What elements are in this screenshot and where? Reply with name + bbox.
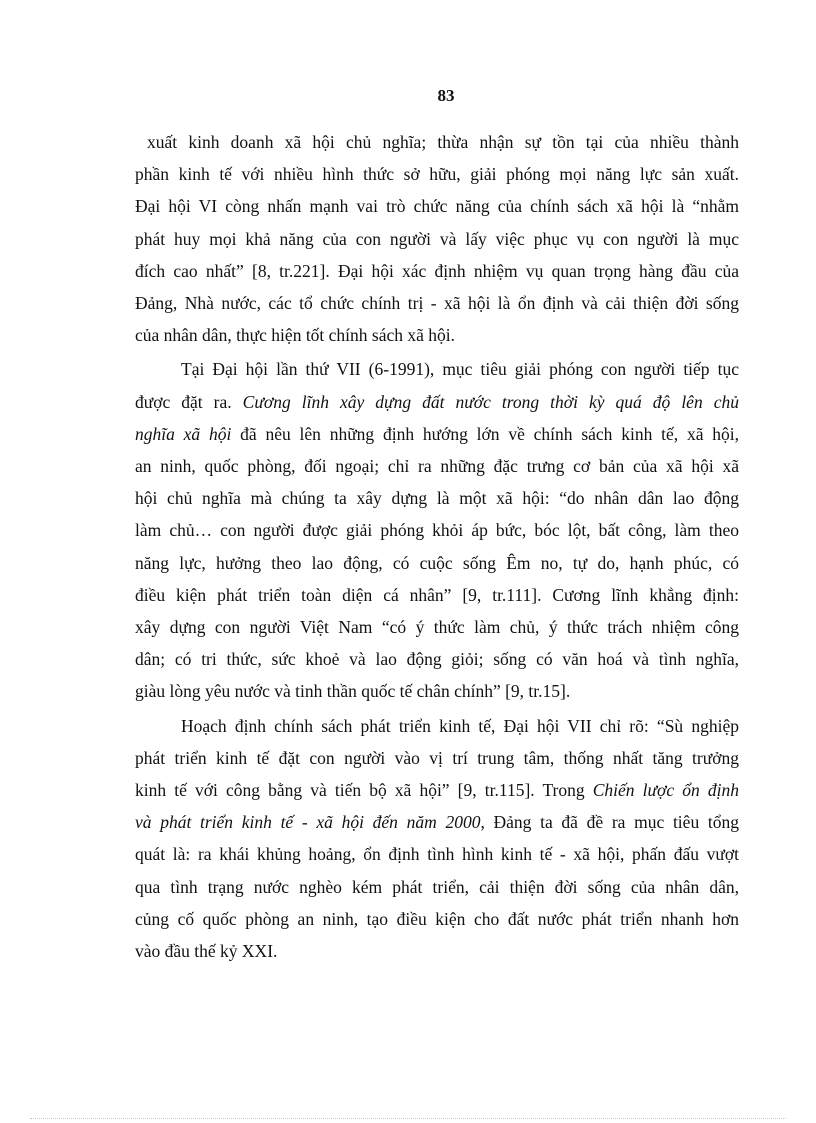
text-line: của nhân dân, thực hiện tốt chính sách xã hội. bbox=[135, 325, 456, 346]
paragraph-3 bbox=[135, 710, 739, 968]
text-line: phát huy mọi khả năng của con người và lấy việc phục vụ con người là mục bbox=[135, 228, 739, 249]
text-run: được đặt ra. bbox=[135, 391, 243, 412]
text-line: qua tình trạng nước nghèo kém phát triển, cải thiện đời sống của nhân dân, bbox=[135, 876, 739, 897]
document-title-italic: nghĩa xã hội bbox=[135, 423, 232, 444]
text-line: làm chủ… con người được giải phóng khỏi áp bức, bóc lột, bất công, làm theo bbox=[135, 520, 739, 541]
text-line: Hoạch định chính sách phát triển kinh tế, Đại hội VII chỉ rõ: “Sù nghiệp bbox=[181, 715, 739, 736]
document-title-italic: Chiến lược ổn định bbox=[592, 780, 739, 801]
body-text bbox=[135, 126, 739, 967]
text-line: đích cao nhất” [8, tr.221]. Đại hội xác định nhiệm vụ quan trọng hàng đầu của bbox=[135, 260, 739, 281]
text-line: Đảng, Nhà nước, các tổ chức chính trị - xã hội là ổn định và cải thiện đời sống bbox=[135, 293, 739, 314]
text-line: năng lực, hưởng theo lao động, có cuộc sống Êm no, tự do, hạnh phúc, có bbox=[135, 552, 739, 573]
text-line: an ninh, quốc phòng, đối ngoại; chỉ ra những đặc trưng cơ bản của xã hội xã bbox=[135, 456, 739, 477]
paragraph-2 bbox=[135, 353, 739, 707]
text-line: xuất kinh doanh xã hội chủ nghĩa; thừa nhận sự tồn tại của nhiều thành bbox=[147, 132, 739, 152]
paragraph-1 bbox=[135, 126, 739, 351]
text-line: dân; có tri thức, sức khoẻ và lao động giỏi; sống có văn hoá và tình nghĩa, bbox=[135, 649, 739, 670]
text-line: phát triển kinh tế đặt con người vào vị trí trung tâm, thống nhất tăng trưởng bbox=[135, 747, 739, 768]
text-run: đã nêu lên những định hướng lớn về chính sách kinh tế, xã hội, bbox=[231, 423, 739, 444]
text-line: quát là: ra khái khủng hoảng, ổn định tình hình kinh tế - xã hội, phấn đấu vượt bbox=[135, 844, 739, 865]
text-line: hội chủ nghĩa mà chúng ta xây dựng là một xã hội: “do nhân dân lao động bbox=[135, 488, 739, 509]
text-run: , Đảng ta đã đề ra mục tiêu tổng bbox=[480, 812, 739, 833]
text-line bbox=[135, 386, 739, 418]
text-line bbox=[135, 806, 739, 838]
text-line: xây dựng con người Việt Nam “có ý thức làm chủ, ý thức trách nhiệm công bbox=[135, 617, 739, 638]
document-title-italic: và phát triển kinh tế - xã hội đến năm 2000 bbox=[135, 812, 481, 833]
text-line: giàu lòng yêu nước và tinh thần quốc tế chân chính” [9, tr.15]. bbox=[135, 681, 571, 702]
text-line bbox=[135, 774, 739, 806]
text-line: Đại hội VI còng nhấn mạnh vai trò chức năng của chính sách xã hội là “nhằm bbox=[135, 196, 739, 217]
text-line bbox=[135, 418, 739, 450]
text-line: củng cố quốc phòng an ninh, tạo điều kiện cho đất nước phát triển nhanh hơn bbox=[135, 908, 739, 929]
text-line: điều kiện phát triển toàn diện cá nhân” [9, tr.111]. Cương lĩnh khẳng định: bbox=[135, 584, 739, 605]
document-title-italic: Cương lĩnh xây dựng đất nước trong thời kỳ quá độ lên chủ bbox=[242, 391, 739, 412]
page-number: 83 bbox=[437, 86, 455, 105]
text-line: vào đầu thế kỷ XXI. bbox=[135, 941, 278, 962]
page-bottom-divider bbox=[30, 1118, 786, 1119]
text-line: phần kinh tế với nhiều hình thức sở hữu, giải phóng mọi năng lực sản xuất. bbox=[135, 164, 739, 185]
text-line: Tại Đại hội lần thứ VII (6-1991), mục tiêu giải phóng con người tiếp tục bbox=[181, 359, 739, 380]
text-run: kinh tế với công bằng và tiến bộ xã hội” [9, tr.115]. Trong bbox=[135, 780, 593, 801]
